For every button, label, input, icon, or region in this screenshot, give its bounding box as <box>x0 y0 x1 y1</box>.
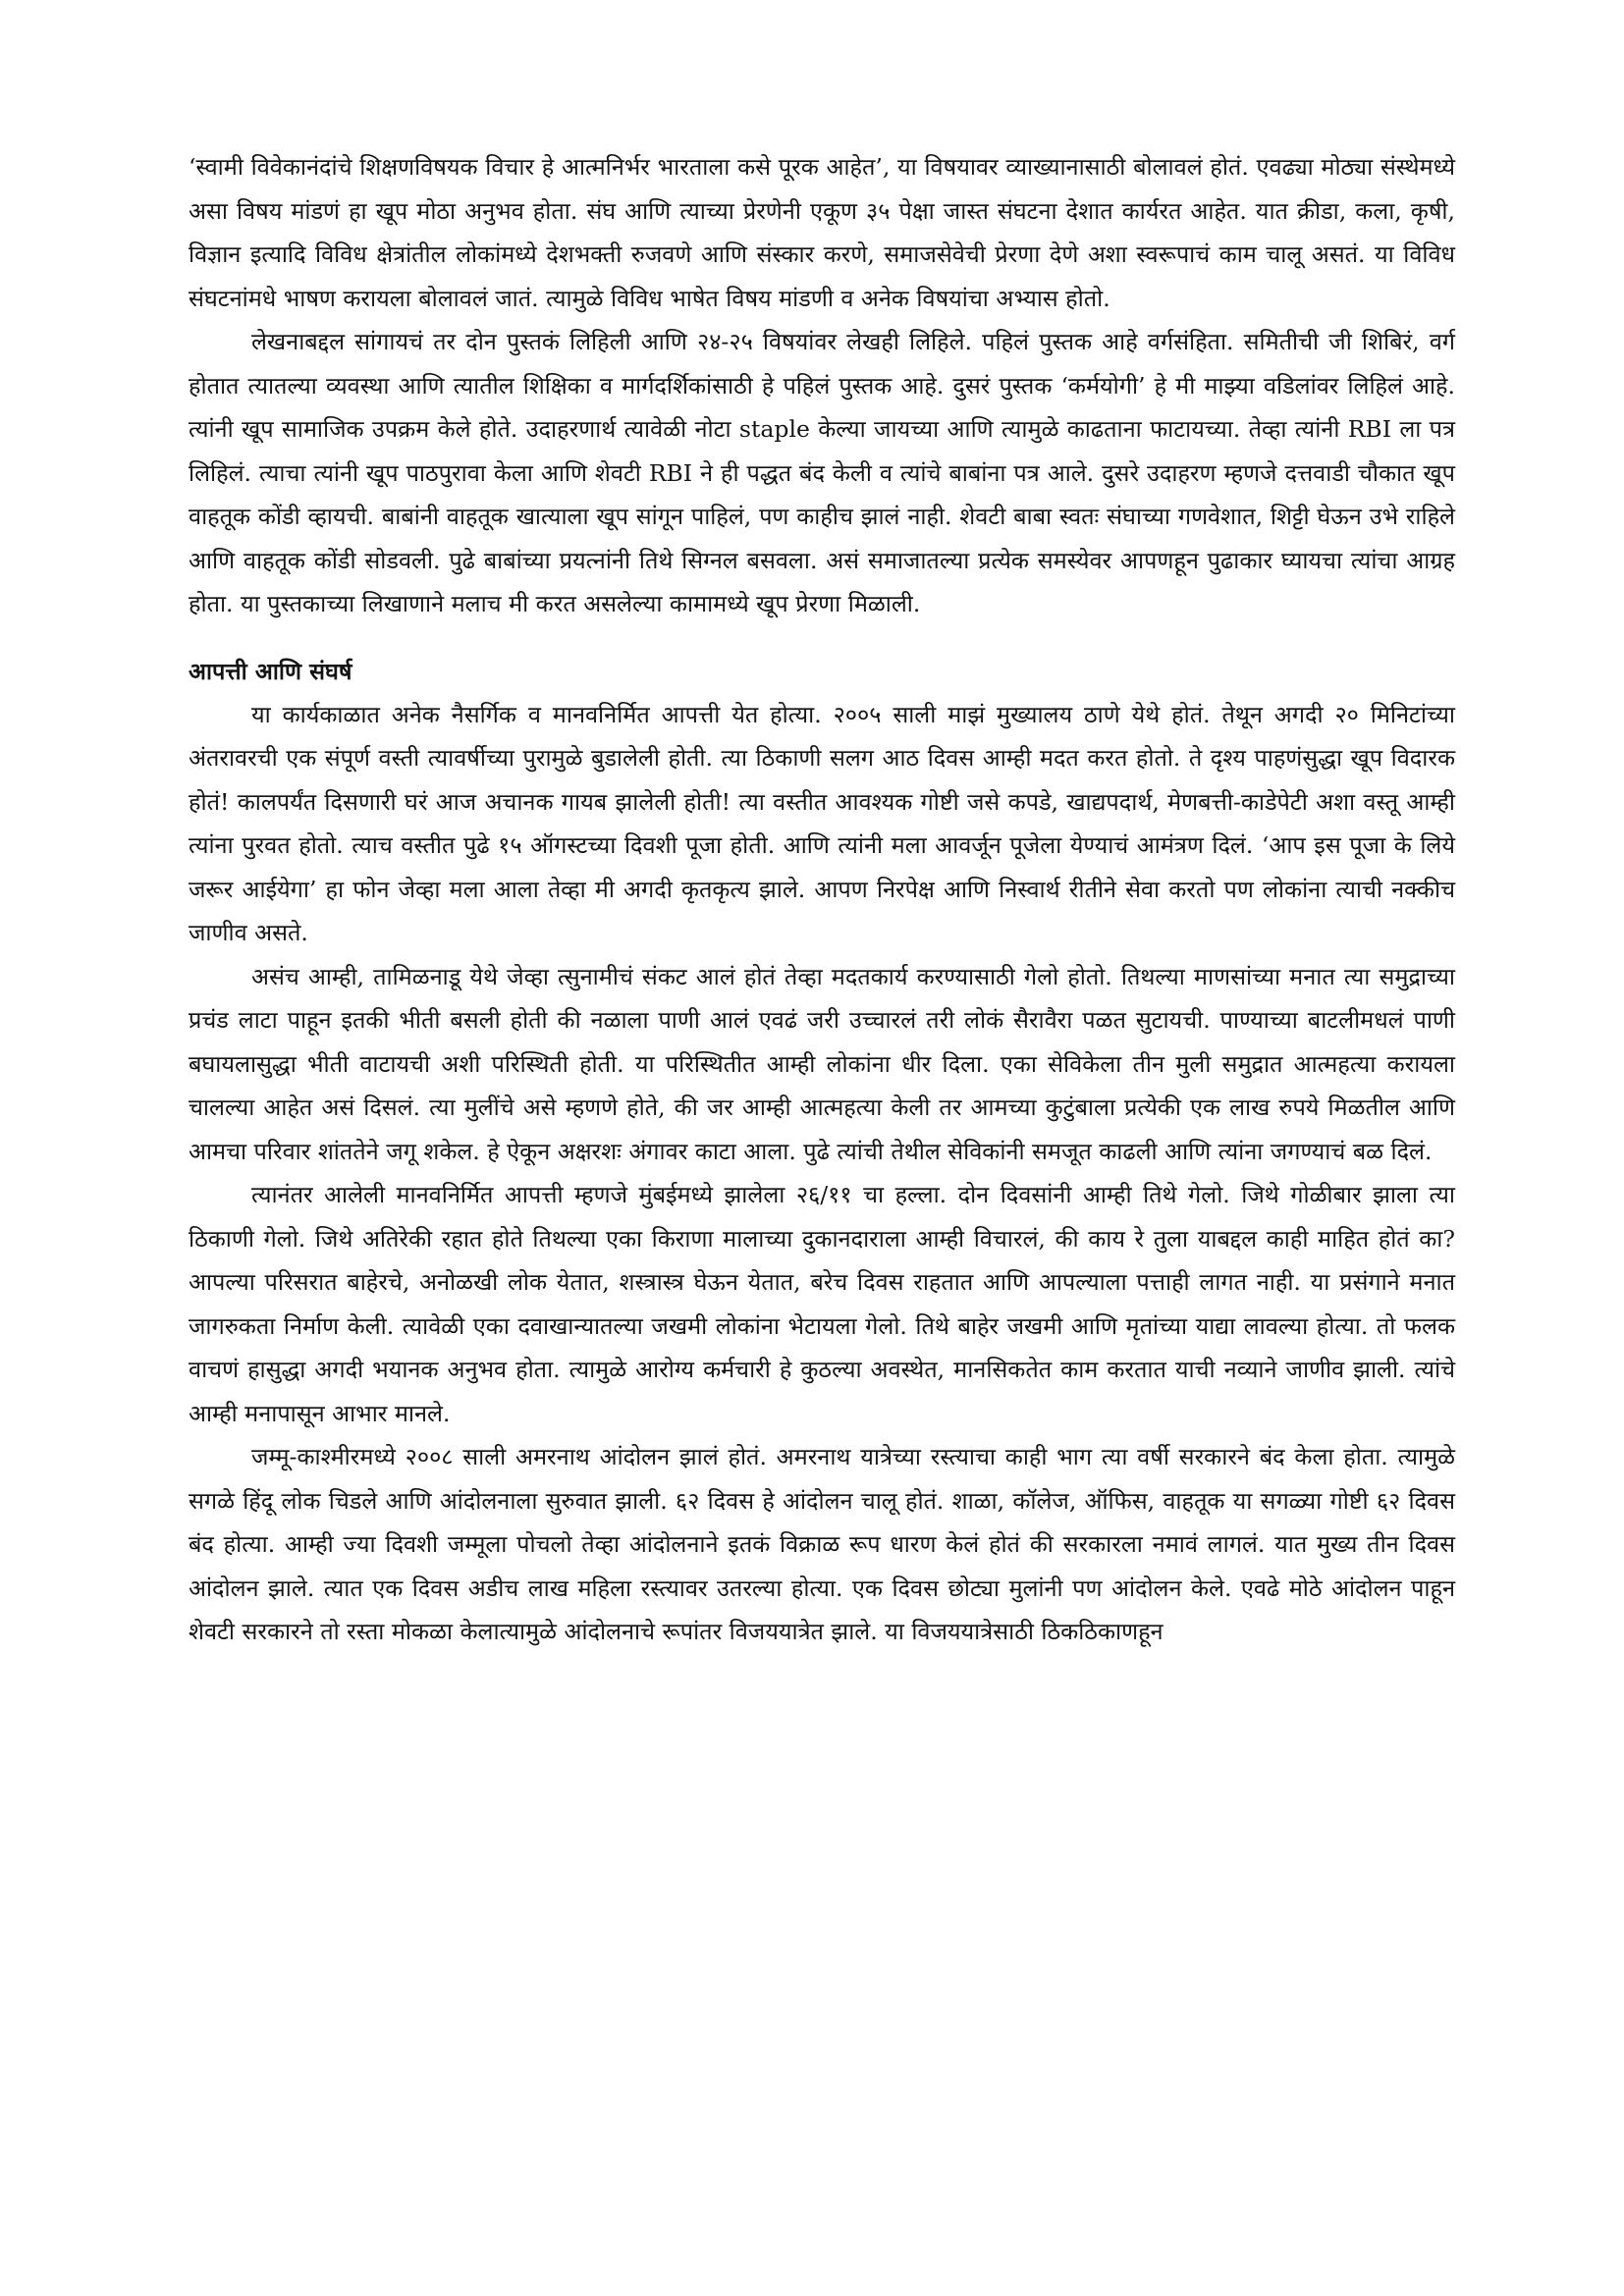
paragraph-1: ‘स्वामी विवेकानंदांचे शिक्षणविषयक विचार हे आत्मनिर्भर भारताला कसे पूरक आहेत’, या विषयावर व्याख्यानासाठी बोलावलं होतं. एवढ्या मोठ्या संस्थेमध्ये असा विषय मांडणं हा खूप मोठा अनुभव होता. संघ आणि त्याच्या प्रेरणेनी एकूण ३५ पेक्षा जास्त संघटना देशात कार्यरत आहेत. यात क्रीडा, कला, कृषी, विज्ञान इत्यादि विविध क्षेत्रांतील लोकांमध्ये देशभक्ती रुजवणे आणि संस्कार करणे, समाजसेवेची प्रेरणा देणे अशा स्वरूपाचं काम चालू असतं. या विविध संघटनांमधे भाषण करायला बोलावलं जातं. त्यामुळे विविध भाषेत विषय मांडणी व अनेक विषयांचा अभ्यास होतो. <box>189 153 1455 312</box>
paragraph-5: त्यानंतर आलेली मानवनिर्मित आपत्ती म्हणजे मुंबईमध्ये झालेला २६/११ चा हल्ला. दोन दिवसांनी आम्ही तिथे गेलो. जिथे गोळीबार झाला त्या ठिकाणी गेलो. जिथे अतिरेकी रहात होते तिथल्या एका किराणा मालाच्या दुकानदाराला आम्ही विचारलं, की काय रे तुला याबद्दल काही माहित होतं का? आपल्या परिसरात बाहेरचे, अनोळखी लोक येतात, शस्त्रास्त्र घेऊन येतात, बरेच दिवस राहतात आणि आपल्याला पत्ताही लागत नाही. या प्रसंगाने मनात जागरुकता निर्माण केली. त्यावेळी एका दवाखान्यातल्या जखमी लोकांना भेटायला गेलो. तिथे बाहेर जखमी आणि मृतांच्या याद्या लावल्या होत्या. तो फलक वाचणं हासुद्धा अगदी भयानक अनुभव होता. त्यामुळे आरोग्य कर्मचारी हे कुठल्या अवस्थेत, मानसिकतेत काम करतात याची नव्याने जाणीव झाली. त्यांचे आम्ही मनापासून आभार मानले. <box>189 1181 1455 1427</box>
paragraph-2: लेखनाबद्दल सांगायचं तर दोन पुस्तकं लिहिली आणि २४-२५ विषयांवर लेखही लिहिले. पहिलं पुस्तक आहे वर्गसंहिता. समितीची जी शिबिरं, वर्ग होतात त्यातल्या व्यवस्था आणि त्यातील शिक्षिका व मार्गदर्शिकांसाठी हे पहिलं पुस्तक आहे. दुसरं पुस्तक ‘कर्मयोगी’ हे मी माझ्या वडिलांवर लिहिलं आहे. त्यांनी खूप सामाजिक उपक्रम केले होते. उदाहरणार्थ त्यावेळी नोटा staple केल्या जायच्या आणि त्यामुळे काढताना फाटायच्या. तेव्हा त्यांनी RBI ला पत्र लिहिलं. त्याचा त्यांनी खूप पाठपुरावा केला आणि शेवटी RBI ने ही पद्धत बंद केली व त्यांचे बाबांना पत्र आले. दुसरे उदाहरण म्हणजे दत्तवाडी चौकात खूप वाहतूक कोंडी व्हायची. बाबांनी वाहतूक खात्याला खूप सांगून पाहिलं, पण काहीच झालं नाही. शेवटी बाबा स्वतः संघाच्या गणवेशात, शिट्टी घेऊन उभे राहिले आणि वाहतूक कोंडी सोडवली. पुढे बाबांच्या प्रयत्नांनी तिथे सिग्नल बसवला. असं समाजातल्या प्रत्येक समस्येवर आपणहून पुढाकार घ्यायचा त्यांचा आग्रह होता. या पुस्तकाच्या लिखाणाने मलाच मी करत असलेल्या कामामध्ये खूप प्रेरणा मिळाली. <box>189 328 1455 617</box>
document-page <box>189 145 1455 1654</box>
paragraph-3: या कार्यकाळात अनेक नैसर्गिक व मानवनिर्मित आपत्ती येत होत्या. २००५ साली माझं मुख्यालय ठाणे येथे होतं. तेथून अगदी २० मिनिटांच्या अंतरावरची एक संपूर्ण वस्ती त्यावर्षीच्या पुरामुळे बुडालेली होती. त्या ठिकाणी सलग आठ दिवस आम्ही मदत करत होतो. ते दृश्य पाहणंसुद्धा खूप विदारक होतं! कालपर्यंत दिसणारी घरं आज अचानक गायब झालेली होती! त्या वस्तीत आवश्यक गोष्टी जसे कपडे, खाद्यपदार्थ, मेणबत्ती-काडेपेटी अशा वस्तू आम्ही त्यांना पुरवत होतो. त्याच वस्तीत पुढे १५ ऑगस्टच्या दिवशी पूजा होती. आणि त्यांनी मला आवर्जून पूजेला येण्याचं आमंत्रण दिलं. ‘आप इस पूजा के लिये जरूर आईयेगा’ हा फोन जेव्हा मला आला तेव्हा मी अगदी कृतकृत्य झाले. आपण निरपेक्ष आणि निस्वार्थ रीतीने सेवा करतो पण लोकांना त्याची नक्कीच जाणीव असते. <box>189 700 1455 946</box>
paragraph-4: असंच आम्ही, तामिळनाडू येथे जेव्हा त्सुनामीचं संकट आलं होतं तेव्हा मदतकार्य करण्यासाठी गेलो होतो. तिथल्या माणसांच्या मनात त्या समुद्राच्या प्रचंड लाटा पाहून इतकी भीती बसली होती की नळाला पाणी आलं एवढं जरी उच्चारलं तरी लोकं सैरावैरा पळत सुटायची. पाण्याच्या बाटलीमधलं पाणी बघायलासुद्धा भीती वाटायची अशी परिस्थिती होती. या परिस्थितीत आम्ही लोकांना धीर दिला. एका सेविकेला तीन मुली समुद्रात आत्महत्या करायला चालल्या आहेत असं दिसलं. त्या मुलींचे असे म्हणणे होते, की जर आम्ही आत्महत्या केली तर आमच्या कुटुंबाला प्रत्येकी एक लाख रुपये मिळतील आणि आमचा परिवार शांततेने जगू शकेल. हे ऐकून अक्षरशः अंगावर काटा आला. पुढे त्यांची तेथील सेविकांनी समजूत काढली आणि त्यांना जगण्याचं बळ दिलं. <box>189 962 1455 1165</box>
paragraph-6: जम्मू-काश्मीरमध्ये २००८ साली अमरनाथ आंदोलन झालं होतं. अमरनाथ यात्रेच्या रस्त्याचा काही भाग त्या वर्षी सरकारने बंद केला होता. त्यामुळे सगळे हिंदू लोक चिडले आणि आंदोलनाला सुरुवात झाली. ६२ दिवस हे आंदोलन चालू होतं. शाळा, कॉलेज, ऑफिस, वाहतूक या सगळ्या गोष्टी ६२ दिवस बंद होत्या. आम्ही ज्या दिवशी जम्मूला पोचलो तेव्हा आंदोलनाने इतकं विक्राळ रूप धारण केलं होतं की सरकारला नमावं लागलं. यात मुख्य तीन दिवस आंदोलन झाले. त्यात एक दिवस अडीच लाख महिला रस्त्यावर उतरल्या होत्या. एक दिवस छोट्या मुलांनी पण आंदोलन केले. एवढे मोठे आंदोलन पाहून शेवटी सरकारने तो रस्ता मोकळा केलात्यामुळे आंदोलनाचे रूपांतर विजययात्रेत झाले. या विजययात्रेसाठी ठिकठिकाणहून <box>189 1443 1455 1645</box>
section-heading: आपत्ती आणि संघर्ष <box>189 657 352 685</box>
